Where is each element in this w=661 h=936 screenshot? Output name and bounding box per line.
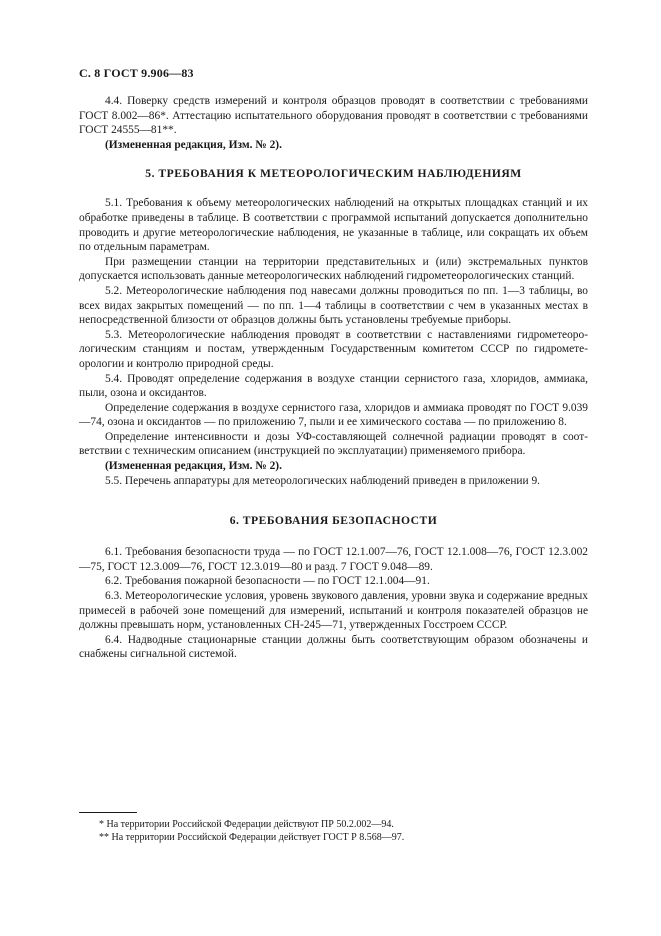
page-header: С. 8 ГОСТ 9.906—83 (79, 66, 194, 80)
paragraph-6-3: 6.3. Метеорологические условия, уровень звукового давления, уровни звука и содержание вредных примесей в рабочей зоне помещений для измерений, испытаний и контроля показателей образцов не должны превышать норм, установленных СН-245—71, утвержденных Госстроем СССР. (79, 590, 588, 632)
paragraph-5-4-uv: Определение интенсивности и дозы УФ-составляющей солнечной радиации проводят в соответствии с техническим описанием (инструкцией по эксплуатации) применяемого прибора. (79, 430, 588, 458)
footnote-divider (79, 812, 137, 813)
section-6-title: 6. ТРЕБОВАНИЯ БЕЗОПАСНОСТИ (229, 514, 438, 528)
paragraph-5-2: 5.2. Метеорологические наблюдения под навесами должны проводиться по пп. 1—3 таблицы, во всех видах закрытых помещений — по пп. 1—4 таблицы в соответствии с чем в указанных местах в непосредственной близости от образцов должны быть установлены требуемые приборы. (79, 284, 588, 327)
paragraph-5-4: 5.4. Проводят определение содержания в воздухе станции сернистого газа, хлоридов, аммиака, пыли, озона и оксидантов. (79, 372, 588, 400)
footnotes (79, 812, 588, 844)
paragraph-5-1: 5.1. Требования к объему метеорологических наблюдений на открытых площадках станций и их обработке приведены в таблице. В соответствии с программой испытаний допускается дополнительно проводить и другие метеорологические наблюдения, не указанные в таблице, или сокращать их объем по отдельным параметрам. (79, 197, 588, 254)
edition-note: (Измененная редакция, Изм. № 2). (105, 138, 282, 151)
footnote-2: ** На территории Российской Федерации действует ГОСТ Р 8.568—97. (99, 832, 405, 843)
document-body (79, 94, 588, 662)
section-5-title: 5. ТРЕБОВАНИЯ К МЕТЕОРОЛОГИЧЕСКИМ НАБЛЮДЕНИЯМ (145, 167, 522, 181)
paragraph-6-1: 6.1. Требования безопасности труда — по ГОСТ 12.1.007—76, ГОСТ 12.1.008—76, ГОСТ 12.3.002—75, ГОСТ 12.3.009—76, ГОСТ 12.3.019—80 и разд. 7 ГОСТ 9.048—89. (79, 546, 588, 573)
paragraph-5-4-cont: Определение содержания в воздухе сернистого газа, хлоридов и аммиака проводят по ГОСТ 9.039—74, озона и оксидантов — по приложению 7, пыли и ее химического состава — по приложению 8. (79, 401, 588, 429)
paragraph-5-5: 5.5. Перечень аппаратуры для метеорологических наблюдений приведен в приложении 9. (105, 474, 540, 487)
paragraph-6-4: 6.4. Надводные стационарные станции должны быть соответствующим образом обозначены и снабжены сигнальной системой. (79, 633, 588, 661)
edition-note: (Измененная редакция, Изм. № 2). (105, 460, 282, 473)
paragraph-4-4: 4.4. Поверку средств измерений и контроля образцов проводят в соответствии с требованиями ГОСТ 8.002—86*. Аттестацию испытательного оборудования проводят в соответствии с требованиями ГОСТ 24555—81**. (79, 95, 588, 137)
paragraph-6-2: 6.2. Требования пожарной безопасности — по ГОСТ 12.1.004—91. (105, 575, 430, 588)
paragraph-5-1-cont: При размещении станции на территории представительных и (или) экстремальных пунктов допускается использовать данные метеорологических наблюдений гидрометеорологических станций. (79, 255, 588, 283)
footnote-1: * На территории Российской Федерации действуют ПР 50.2.002—94. (99, 819, 394, 830)
paragraph-5-3: 5.3. Метеорологические наблюдения проводят в соответствии с наставлениями гидрометеорологическим станциям и постам, утвержденным Государственным комитетом СССР по гидрометеорологии и контролю природной среды. (79, 328, 588, 370)
